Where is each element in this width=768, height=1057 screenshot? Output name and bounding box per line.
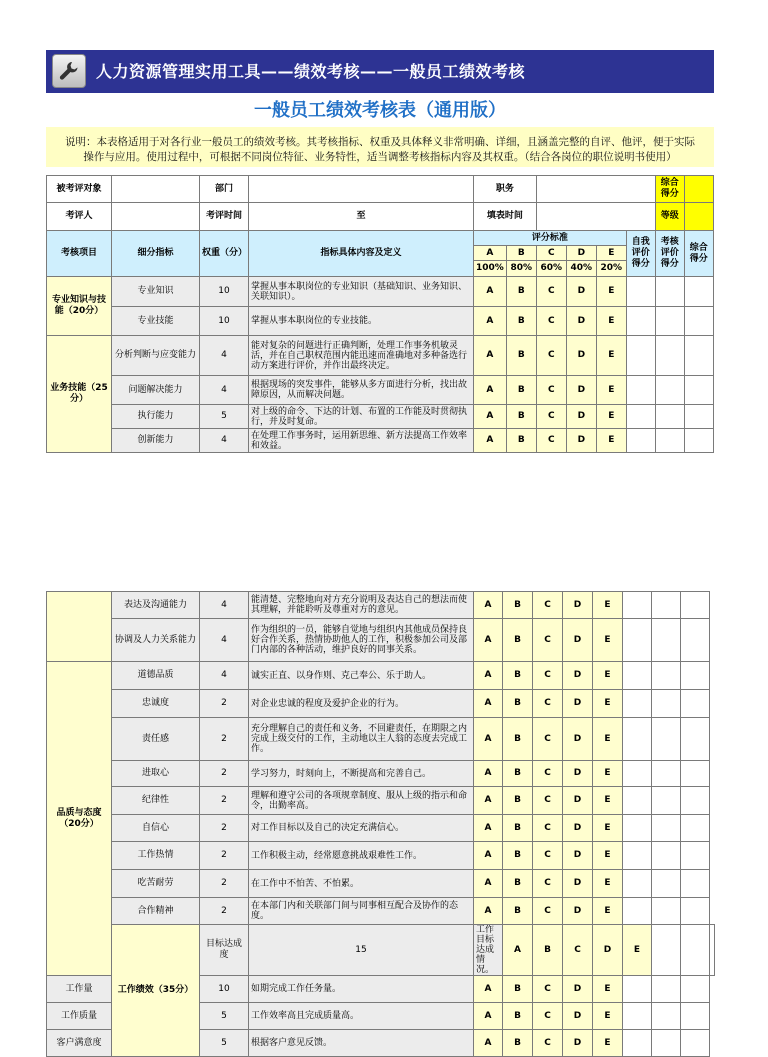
indicator-cell: 进取心 — [112, 761, 200, 787]
indicator-cell: 创新能力 — [112, 429, 200, 453]
grade-option-e[interactable]: E — [623, 925, 652, 976]
table-row — [47, 870, 715, 898]
table-row — [47, 787, 715, 815]
definition-cell: 在处理工作事务时，运用新思维、新方法提高工作效率和效益。 — [249, 429, 474, 453]
evaluator-label: 考评人 — [47, 203, 112, 231]
grade-option-d[interactable]: D — [563, 870, 593, 898]
category-cell: 业务技能（25分） — [47, 336, 112, 453]
grade-option-e[interactable]: E — [593, 662, 623, 690]
grade-option-e[interactable]: E — [593, 592, 623, 619]
self-score-cell[interactable] — [626, 376, 655, 405]
indicator-cell: 专业知识 — [112, 277, 200, 307]
grade-option-a[interactable]: A — [474, 898, 503, 925]
self-score-cell[interactable] — [623, 815, 652, 842]
category-cell — [47, 592, 112, 662]
grade-option-c[interactable]: C — [536, 336, 566, 376]
grade-option-d[interactable]: D — [566, 277, 596, 307]
grade-option-a[interactable]: A — [474, 277, 507, 307]
table-row — [47, 842, 715, 870]
indicator-cell: 合作精神 — [112, 898, 200, 925]
grade-option-d[interactable]: D — [563, 592, 593, 619]
indicator-cell: 目标达成度 — [200, 925, 249, 976]
header-reviewer-score: 考核评价得分 — [655, 231, 684, 277]
grade-option-c[interactable]: C — [533, 1030, 563, 1057]
position-label: 职务 — [474, 176, 537, 203]
grade-option-d[interactable]: D — [563, 898, 593, 925]
header-standard: 评分标准 — [474, 231, 627, 246]
indicator-cell: 吃苦耐劳 — [112, 870, 200, 898]
weight-cell: 2 — [200, 870, 249, 898]
grade-option-e[interactable]: E — [593, 690, 623, 718]
reviewer-score-cell[interactable] — [652, 619, 681, 662]
grade-option-c[interactable]: C — [533, 690, 563, 718]
grade-option-a[interactable]: A — [474, 429, 507, 453]
grade-option-a[interactable]: A — [474, 405, 507, 429]
weight-cell: 2 — [200, 761, 249, 787]
table-row — [47, 662, 715, 690]
percent-a: 100% — [474, 261, 507, 277]
self-score-cell[interactable] — [623, 976, 652, 1003]
indicator-cell: 客户满意度 — [47, 1030, 112, 1057]
weight-cell: 4 — [200, 429, 249, 453]
indicator-cell: 问题解决能力 — [112, 376, 200, 405]
weight-cell: 4 — [200, 336, 249, 376]
overall-score-cell[interactable] — [681, 662, 710, 690]
table-row — [47, 336, 714, 376]
grade-option-c[interactable]: C — [533, 619, 563, 662]
weight-cell: 5 — [200, 405, 249, 429]
reviewer-score-cell[interactable] — [652, 690, 681, 718]
definition-cell: 能清楚、完整地向对方充分说明及表达自己的想法而使其理解，并能聆听及尊重对方的意见。 — [249, 592, 474, 619]
self-score-cell[interactable] — [623, 690, 652, 718]
position-value[interactable] — [536, 176, 655, 203]
definition-cell: 对上级的命令、下达的计划、布置的工作能及时贯彻执行，并及时复命。 — [249, 405, 474, 429]
grade-option-d[interactable]: D — [563, 815, 593, 842]
definition-cell: 学习努力，时刻向上，不断提高和完善自己。 — [249, 761, 474, 787]
total-score-value[interactable] — [684, 176, 713, 203]
percent-e: 20% — [596, 261, 626, 277]
grade-option-d[interactable]: D — [563, 619, 593, 662]
definition-cell: 在本部门内和关联部门间与同事相互配合及协作的态度。 — [249, 898, 474, 925]
weight-cell: 4 — [200, 662, 249, 690]
evaluatee-value[interactable] — [112, 176, 200, 203]
grade-option-e[interactable]: E — [593, 619, 623, 662]
eval-time-to: 至 — [249, 203, 474, 231]
indicator-cell: 忠诚度 — [112, 690, 200, 718]
overall-score-cell[interactable] — [684, 277, 713, 307]
reviewer-score-cell[interactable] — [652, 1030, 681, 1057]
self-score-cell[interactable] — [623, 662, 652, 690]
weight-cell: 10 — [200, 976, 249, 1003]
grade-option-e[interactable]: E — [593, 815, 623, 842]
table-row — [47, 307, 714, 336]
definition-cell: 对企业忠诚的程度及爱护企业的行为。 — [249, 690, 474, 718]
overall-score-cell[interactable] — [681, 898, 710, 925]
level-d: D — [566, 246, 596, 261]
header-indicator: 细分指标 — [112, 231, 200, 277]
grade-option-c[interactable]: C — [533, 976, 563, 1003]
grade-option-c[interactable]: C — [533, 761, 563, 787]
grade-option-b[interactable]: B — [503, 1030, 533, 1057]
reviewer-score-cell[interactable] — [652, 718, 681, 761]
department-value[interactable] — [249, 176, 474, 203]
reviewer-score-cell[interactable] — [652, 1003, 681, 1030]
weight-cell: 2 — [200, 718, 249, 761]
level-a: A — [474, 246, 507, 261]
grade-option-d[interactable]: D — [566, 376, 596, 405]
table-row — [47, 815, 715, 842]
self-score-cell[interactable] — [623, 1030, 652, 1057]
table-row — [47, 718, 715, 761]
definition-cell: 如期完成工作任务量。 — [249, 976, 474, 1003]
grade-option-b[interactable]: B — [506, 336, 536, 376]
grade-option-c[interactable]: C — [563, 925, 593, 976]
grade-option-b[interactable]: B — [503, 815, 533, 842]
overall-score-cell[interactable] — [684, 405, 713, 429]
definition-cell: 掌握从事本职岗位的专业技能。 — [249, 307, 474, 336]
indicator-cell: 分析判断与应变能力 — [112, 336, 200, 376]
grade-option-d[interactable]: D — [563, 761, 593, 787]
grade-option-b[interactable]: B — [533, 925, 563, 976]
grade-option-c[interactable]: C — [533, 870, 563, 898]
overall-score-cell[interactable] — [684, 307, 713, 336]
header-definition: 指标具体内容及定义 — [249, 231, 474, 277]
definition-cell: 诚实正直、以身作则、克己奉公、乐于助人。 — [249, 662, 474, 690]
grade-option-a[interactable]: A — [474, 787, 503, 815]
table-row — [47, 277, 714, 307]
self-score-cell[interactable] — [623, 870, 652, 898]
overall-score-cell[interactable] — [684, 376, 713, 405]
grade-option-b[interactable]: B — [506, 307, 536, 336]
table-row — [47, 376, 714, 405]
grade-option-e[interactable]: E — [596, 429, 626, 453]
grade-option-d[interactable]: D — [563, 842, 593, 870]
level-b: B — [506, 246, 536, 261]
wrench-icon — [52, 54, 86, 88]
definition-cell: 工作目标达成情况。 — [474, 925, 503, 976]
grade-option-e[interactable]: E — [593, 718, 623, 761]
grade-option-e[interactable]: E — [593, 1030, 623, 1057]
grade-option-b[interactable]: B — [503, 619, 533, 662]
header-overall-score: 综合得分 — [684, 231, 713, 277]
self-score-cell[interactable] — [623, 842, 652, 870]
grade-option-c[interactable]: C — [533, 815, 563, 842]
definition-cell: 作为组织的一员，能够自觉地与组织内其他成员保持良好合作关系，热情协助他人的工作，积极参加公司及部门内部的各种活动，维护良好的同事关系。 — [249, 619, 474, 662]
table-row — [47, 405, 714, 429]
weight-cell: 10 — [200, 307, 249, 336]
overall-score-cell[interactable] — [681, 787, 710, 815]
grade-option-e[interactable]: E — [596, 307, 626, 336]
indicator-cell: 纪律性 — [112, 787, 200, 815]
grade-option-a[interactable]: A — [474, 690, 503, 718]
overall-score-cell[interactable] — [681, 761, 710, 787]
indicator-cell: 道德品质 — [112, 662, 200, 690]
definition-cell: 在工作中不怕苦、不怕累。 — [249, 870, 474, 898]
grade-option-b[interactable]: B — [506, 277, 536, 307]
grade-option-d[interactable]: D — [563, 976, 593, 1003]
app-banner — [46, 50, 714, 93]
indicator-cell: 表达及沟通能力 — [112, 592, 200, 619]
grade-option-b[interactable]: B — [506, 405, 536, 429]
reviewer-score-cell[interactable] — [652, 842, 681, 870]
grade-option-c[interactable]: C — [533, 787, 563, 815]
self-score-cell[interactable] — [623, 898, 652, 925]
reviewer-score-cell[interactable] — [652, 976, 681, 1003]
grade-option-e[interactable]: E — [593, 870, 623, 898]
grade-option-e[interactable]: E — [596, 405, 626, 429]
definition-cell: 根据现场的突发事件，能够从多方面进行分析，找出故障原因，从而解决问题。 — [249, 376, 474, 405]
fill-time-value[interactable] — [536, 203, 655, 231]
grade-option-b[interactable]: B — [503, 842, 533, 870]
category-cell: 专业知识与技能（20分） — [47, 277, 112, 336]
definition-cell: 理解和遵守公司的各项规章制度、服从上级的指示和命令，出勤率高。 — [249, 787, 474, 815]
self-score-cell[interactable] — [626, 336, 655, 376]
level-c: C — [536, 246, 566, 261]
grade-option-a[interactable]: A — [474, 976, 503, 1003]
evaluator-value[interactable] — [112, 203, 200, 231]
grade-option-b[interactable]: B — [503, 898, 533, 925]
reviewer-score-cell[interactable] — [652, 815, 681, 842]
reviewer-score-cell[interactable] — [655, 429, 684, 453]
weight-cell: 15 — [249, 925, 474, 976]
indicator-cell: 工作量 — [47, 976, 112, 1003]
grade-option-b[interactable]: B — [503, 718, 533, 761]
grade-label: 等级 — [655, 203, 684, 231]
self-score-cell[interactable] — [623, 1003, 652, 1030]
grade-option-e[interactable]: E — [593, 898, 623, 925]
grade-option-a[interactable]: A — [474, 619, 503, 662]
overall-score-cell[interactable] — [681, 815, 710, 842]
grade-option-b[interactable]: B — [503, 870, 533, 898]
overall-score-cell[interactable] — [684, 336, 713, 376]
overall-score-cell[interactable] — [681, 976, 710, 1003]
grade-option-a[interactable]: A — [474, 815, 503, 842]
table-row — [47, 898, 715, 925]
grade-option-d[interactable]: D — [563, 787, 593, 815]
grade-option-d[interactable]: D — [563, 718, 593, 761]
percent-b: 80% — [506, 261, 536, 277]
grade-option-d[interactable]: D — [563, 690, 593, 718]
definition-cell: 掌握从事本职岗位的专业知识（基础知识、业务知识、关联知识）。 — [249, 277, 474, 307]
reviewer-score-cell[interactable] — [652, 870, 681, 898]
grade-option-b[interactable]: B — [503, 690, 533, 718]
grade-option-a[interactable]: A — [474, 1030, 503, 1057]
weight-cell: 10 — [200, 277, 249, 307]
note-line-2: 操作与应用。使用过程中，可根据不同岗位特征、业务特性，适当调整考核指标内容及其权重。（结合各岗位的职位说明书使用） — [83, 151, 677, 163]
reviewer-score-cell[interactable] — [655, 376, 684, 405]
grade-option-c[interactable]: C — [533, 842, 563, 870]
grade-option-d[interactable]: D — [563, 662, 593, 690]
table-row — [47, 761, 715, 787]
indicator-cell: 协调及人力关系能力 — [112, 619, 200, 662]
self-score-cell[interactable] — [626, 277, 655, 307]
grade-option-e[interactable]: E — [593, 787, 623, 815]
overall-score-cell[interactable] — [681, 690, 710, 718]
weight-cell: 2 — [200, 842, 249, 870]
weight-cell: 2 — [200, 815, 249, 842]
grade-option-e[interactable]: E — [596, 376, 626, 405]
table-row — [47, 690, 715, 718]
overall-score-cell[interactable] — [681, 592, 710, 619]
grade-option-a[interactable]: A — [474, 842, 503, 870]
self-score-cell[interactable] — [626, 307, 655, 336]
reviewer-score-cell[interactable] — [681, 925, 710, 976]
definition-cell: 充分理解自己的责任和义务，不回避责任，在期限之内完成上级交付的工作，主动地以主人翁的态度去完成工作。 — [249, 718, 474, 761]
reviewer-score-cell[interactable] — [652, 787, 681, 815]
category-cell: 品质与态度（20分） — [47, 662, 112, 976]
overall-score-cell[interactable] — [681, 1003, 710, 1030]
grade-option-b[interactable]: B — [503, 787, 533, 815]
grade-option-e[interactable]: E — [593, 761, 623, 787]
percent-d: 40% — [566, 261, 596, 277]
grade-option-a[interactable]: A — [474, 336, 507, 376]
indicator-cell: 执行能力 — [112, 405, 200, 429]
definition-cell: 工作效率高且完成质量高。 — [249, 1003, 474, 1030]
grade-option-d[interactable]: D — [563, 1003, 593, 1030]
overall-score-cell[interactable] — [681, 1030, 710, 1057]
grade-option-d[interactable]: D — [566, 336, 596, 376]
overall-score-cell[interactable] — [681, 619, 710, 662]
note-line-1: 说明：本表格适用于对各行业一般员工的绩效考核。其考核指标、权重及具体释义非常明确、详细，且涵盖完整的自评、他评，便于实际 — [65, 136, 695, 148]
grade-option-e[interactable]: E — [596, 277, 626, 307]
reviewer-score-cell[interactable] — [652, 662, 681, 690]
grade-option-c[interactable]: C — [536, 405, 566, 429]
grade-value[interactable] — [684, 203, 713, 231]
self-score-cell[interactable] — [652, 925, 681, 976]
reviewer-score-cell[interactable] — [652, 592, 681, 619]
grade-option-a[interactable]: A — [503, 925, 533, 976]
weight-cell: 4 — [200, 376, 249, 405]
grade-option-a[interactable]: A — [474, 592, 503, 619]
document-title: 一般员工绩效考核表（通用版） — [254, 100, 506, 121]
reviewer-score-cell[interactable] — [652, 898, 681, 925]
overall-score-cell[interactable] — [710, 925, 715, 976]
grade-option-c[interactable]: C — [533, 662, 563, 690]
grade-option-c[interactable]: C — [536, 307, 566, 336]
indicator-cell: 工作热情 — [112, 842, 200, 870]
evaluatee-label: 被考评对象 — [47, 176, 112, 203]
grade-option-a[interactable]: A — [474, 662, 503, 690]
definition-cell: 根据客户意见反馈。 — [249, 1030, 474, 1057]
table-row — [47, 925, 715, 976]
grade-option-d[interactable]: D — [566, 429, 596, 453]
evaluation-table-top — [46, 175, 714, 453]
grade-option-b[interactable]: B — [503, 1003, 533, 1030]
grade-option-b[interactable]: B — [506, 429, 536, 453]
definition-cell: 能对复杂的问题进行正确判断，处理工作事务机敏灵活，并在自己职权范围内能迅速而准确地对多种备选行动方案进行评价，并作出最终决定。 — [249, 336, 474, 376]
table-row — [47, 592, 715, 619]
weight-cell: 2 — [200, 898, 249, 925]
self-score-cell[interactable] — [623, 592, 652, 619]
weight-cell: 4 — [200, 619, 249, 662]
weight-cell: 2 — [200, 787, 249, 815]
grade-option-a[interactable]: A — [474, 307, 507, 336]
grade-option-a[interactable]: A — [474, 376, 507, 405]
header-self-score: 自我评价得分 — [626, 231, 655, 277]
grade-option-b[interactable]: B — [503, 662, 533, 690]
grade-option-a[interactable]: A — [474, 870, 503, 898]
grade-option-c[interactable]: C — [533, 898, 563, 925]
level-e: E — [596, 246, 626, 261]
reviewer-score-cell[interactable] — [655, 277, 684, 307]
reviewer-score-cell[interactable] — [655, 307, 684, 336]
indicator-cell: 责任感 — [112, 718, 200, 761]
grade-option-c[interactable]: C — [536, 376, 566, 405]
evaluation-table-bottom — [46, 591, 715, 1057]
grade-option-b[interactable]: B — [503, 976, 533, 1003]
grade-option-d[interactable]: D — [563, 1030, 593, 1057]
grade-option-c[interactable]: C — [533, 718, 563, 761]
self-score-cell[interactable] — [623, 787, 652, 815]
grade-option-a[interactable]: A — [474, 1003, 503, 1030]
fill-time-label: 填表时间 — [474, 203, 537, 231]
grade-option-a[interactable]: A — [474, 718, 503, 761]
category-cell: 工作绩效（35分） — [112, 925, 200, 1057]
grade-option-e[interactable]: E — [596, 336, 626, 376]
grade-option-c[interactable]: C — [536, 429, 566, 453]
self-score-cell[interactable] — [623, 619, 652, 662]
department-label: 部门 — [200, 176, 249, 203]
grade-option-b[interactable]: B — [503, 761, 533, 787]
definition-cell: 对工作目标以及自己的决定充满信心。 — [249, 815, 474, 842]
reviewer-score-cell[interactable] — [655, 336, 684, 376]
header-item: 考核项目 — [47, 231, 112, 277]
eval-time-label: 考评时间 — [200, 203, 249, 231]
grade-option-c[interactable]: C — [533, 592, 563, 619]
overall-score-cell[interactable] — [681, 842, 710, 870]
overall-score-cell[interactable] — [681, 870, 710, 898]
weight-cell: 5 — [200, 1003, 249, 1030]
total-score-label: 综合得分 — [655, 176, 684, 203]
overall-score-cell[interactable] — [684, 429, 713, 453]
grade-option-c[interactable]: C — [536, 277, 566, 307]
grade-option-d[interactable]: D — [566, 405, 596, 429]
banner-title: 人力资源管理实用工具——绩效考核——一般员工绩效考核 — [96, 62, 526, 81]
header-weight: 权重（分） — [200, 231, 249, 277]
self-score-cell[interactable] — [623, 718, 652, 761]
weight-cell: 2 — [200, 690, 249, 718]
indicator-cell: 工作质量 — [47, 1003, 112, 1030]
overall-score-cell[interactable] — [681, 718, 710, 761]
grade-option-d[interactable]: D — [593, 925, 623, 976]
table-row — [47, 429, 714, 453]
reviewer-score-cell[interactable] — [655, 405, 684, 429]
instructions-note — [46, 127, 714, 167]
grade-option-e[interactable]: E — [593, 976, 623, 1003]
grade-option-a[interactable]: A — [474, 761, 503, 787]
percent-c: 60% — [536, 261, 566, 277]
weight-cell: 4 — [200, 592, 249, 619]
indicator-cell: 专业技能 — [112, 307, 200, 336]
grade-option-e[interactable]: E — [593, 1003, 623, 1030]
indicator-cell: 自信心 — [112, 815, 200, 842]
grade-option-b[interactable]: B — [503, 592, 533, 619]
self-score-cell[interactable] — [626, 405, 655, 429]
grade-option-d[interactable]: D — [566, 307, 596, 336]
grade-option-c[interactable]: C — [533, 1003, 563, 1030]
table-row — [47, 619, 715, 662]
weight-cell: 5 — [200, 1030, 249, 1057]
self-score-cell[interactable] — [626, 429, 655, 453]
grade-option-e[interactable]: E — [593, 842, 623, 870]
reviewer-score-cell[interactable] — [652, 761, 681, 787]
self-score-cell[interactable] — [623, 761, 652, 787]
grade-option-b[interactable]: B — [506, 376, 536, 405]
definition-cell: 工作积极主动，经常愿意挑战艰难性工作。 — [249, 842, 474, 870]
